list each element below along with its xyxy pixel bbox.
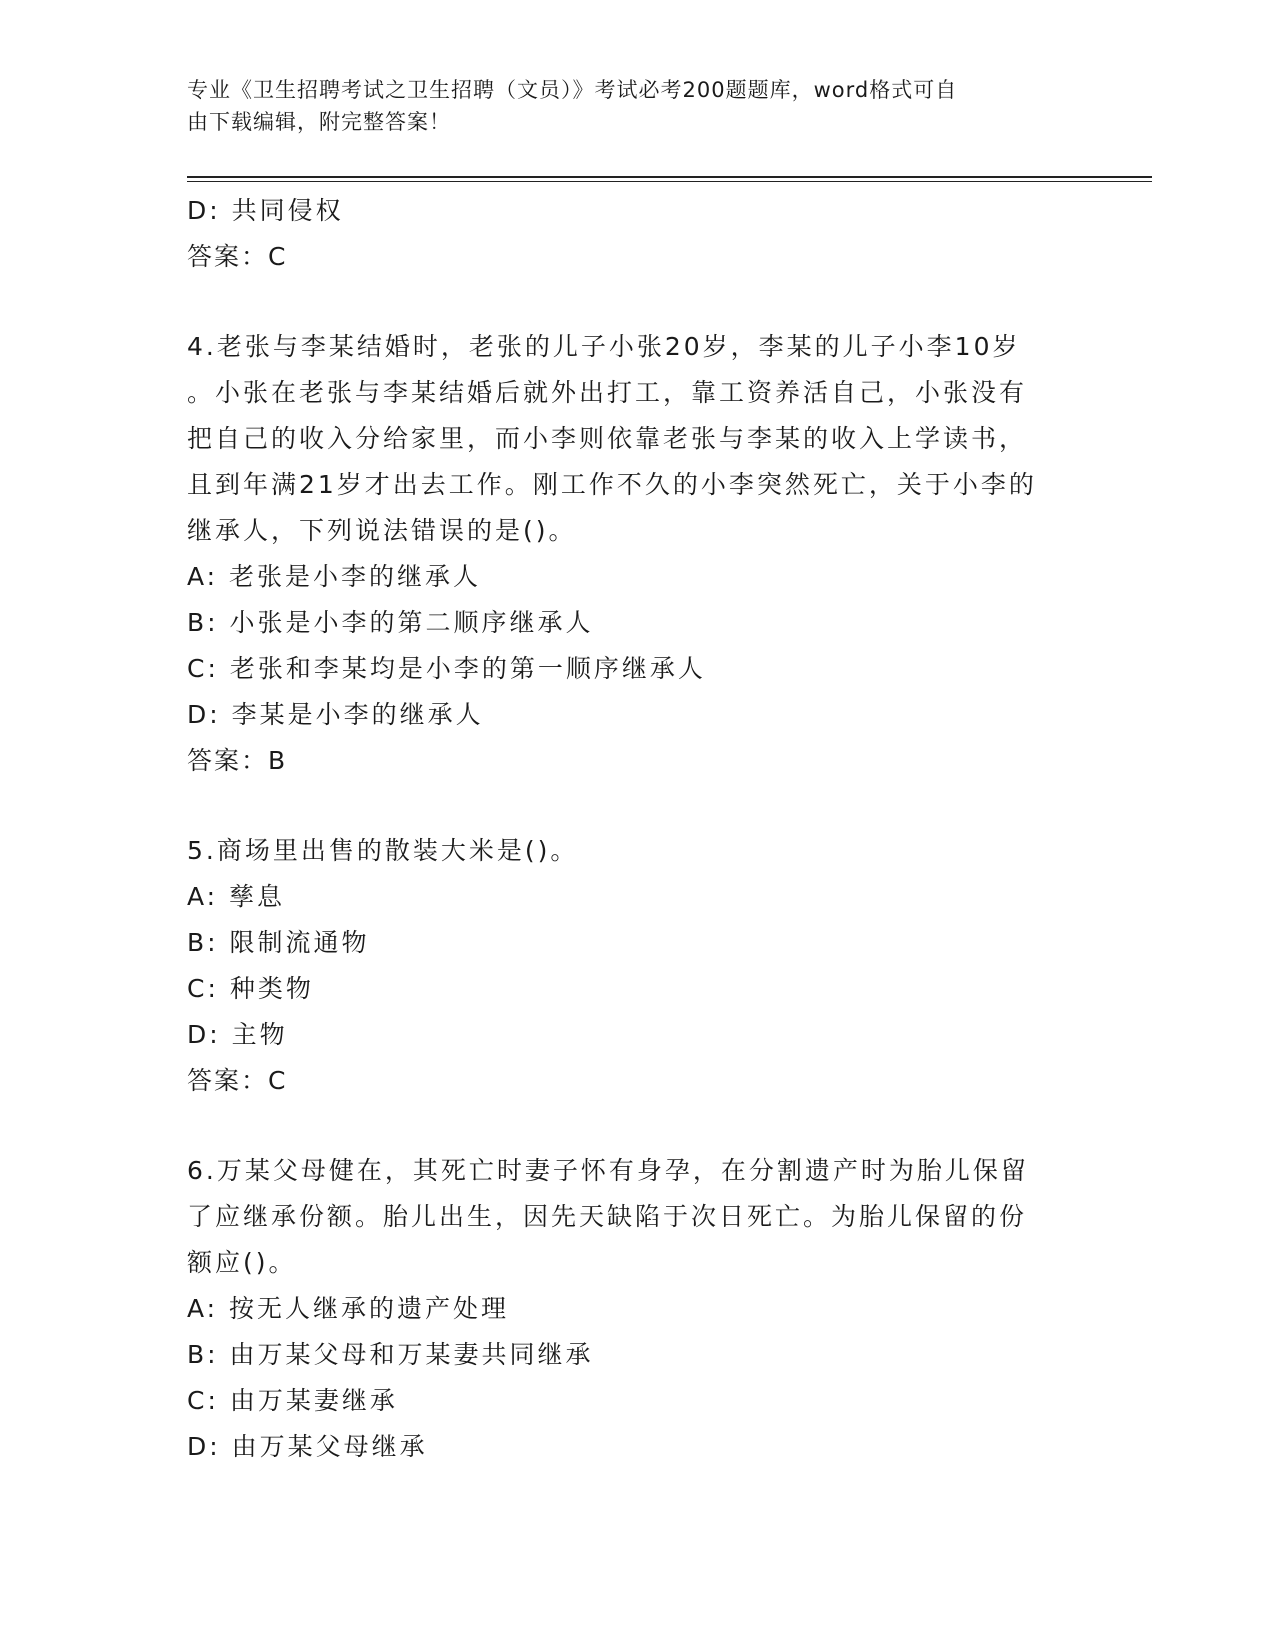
header-divider-thick bbox=[187, 176, 1152, 178]
question-6 bbox=[187, 1148, 1087, 1470]
document-body bbox=[187, 188, 1087, 1470]
question-6-text-line: 额应()。 bbox=[187, 1248, 297, 1277]
question-3-option-d: D: 共同侵权 bbox=[187, 196, 344, 225]
question-6-text-line: 6.万某父母健在，其死亡时妻子怀有身孕，在分割遗产时为胎儿保留 bbox=[187, 1156, 1029, 1185]
question-4-option-d: D: 李某是小李的继承人 bbox=[187, 700, 484, 729]
question-5-option-a: A: 孳息 bbox=[187, 882, 286, 911]
question-4-text-line: 把自己的收入分给家里，而小李则依靠老张与李某的收入上学读书， bbox=[187, 424, 1028, 453]
document-header bbox=[187, 74, 1067, 138]
question-4-text-line: 。小张在老张与李某结婚后就外出打工，靠工资养活自己，小张没有 bbox=[187, 378, 1028, 407]
spacer bbox=[187, 280, 1087, 324]
question-4-option-c: C: 老张和李某均是小李的第一顺序继承人 bbox=[187, 654, 706, 683]
question-5-option-d: D: 主物 bbox=[187, 1020, 288, 1049]
question-5 bbox=[187, 828, 1087, 1104]
question-4-text-line: 4.老张与李某结婚时，老张的儿子小张20岁，李某的儿子小李10岁 bbox=[187, 332, 1021, 361]
question-4-answer: 答案：B bbox=[187, 746, 288, 775]
question-3-tail bbox=[187, 188, 1087, 280]
question-4-text-line: 且到年满21岁才出去工作。刚工作不久的小李突然死亡，关于小李的 bbox=[187, 470, 1037, 499]
question-6-option-c: C: 由万某妻继承 bbox=[187, 1386, 398, 1415]
question-3-answer: 答案：C bbox=[187, 242, 288, 271]
spacer bbox=[187, 1104, 1087, 1148]
spacer bbox=[187, 784, 1087, 828]
question-6-option-a: A: 按无人继承的遗产处理 bbox=[187, 1294, 510, 1323]
header-divider-thin bbox=[187, 181, 1152, 182]
question-6-text-line: 了应继承份额。胎儿出生，因先天缺陷于次日死亡。为胎儿保留的份 bbox=[187, 1202, 1028, 1231]
question-5-answer: 答案：C bbox=[187, 1066, 288, 1095]
question-5-text-line: 5.商场里出售的散装大米是()。 bbox=[187, 836, 579, 865]
header-line-1: 专业《卫生招聘考试之卫生招聘（文员）》考试必考200题题库，word格式可自 bbox=[187, 78, 958, 102]
question-4-option-b: B: 小张是小李的第二顺序继承人 bbox=[187, 608, 594, 637]
question-4 bbox=[187, 324, 1087, 784]
question-4-option-a: A: 老张是小李的继承人 bbox=[187, 562, 482, 591]
question-4-text-line: 继承人，下列说法错误的是()。 bbox=[187, 516, 577, 545]
question-5-option-b: B: 限制流通物 bbox=[187, 928, 370, 957]
header-line-2: 由下载编辑，附完整答案！ bbox=[187, 110, 451, 134]
question-5-option-c: C: 种类物 bbox=[187, 974, 314, 1003]
question-6-option-b: B: 由万某父母和万某妻共同继承 bbox=[187, 1340, 594, 1369]
question-6-option-d: D: 由万某父母继承 bbox=[187, 1432, 428, 1461]
